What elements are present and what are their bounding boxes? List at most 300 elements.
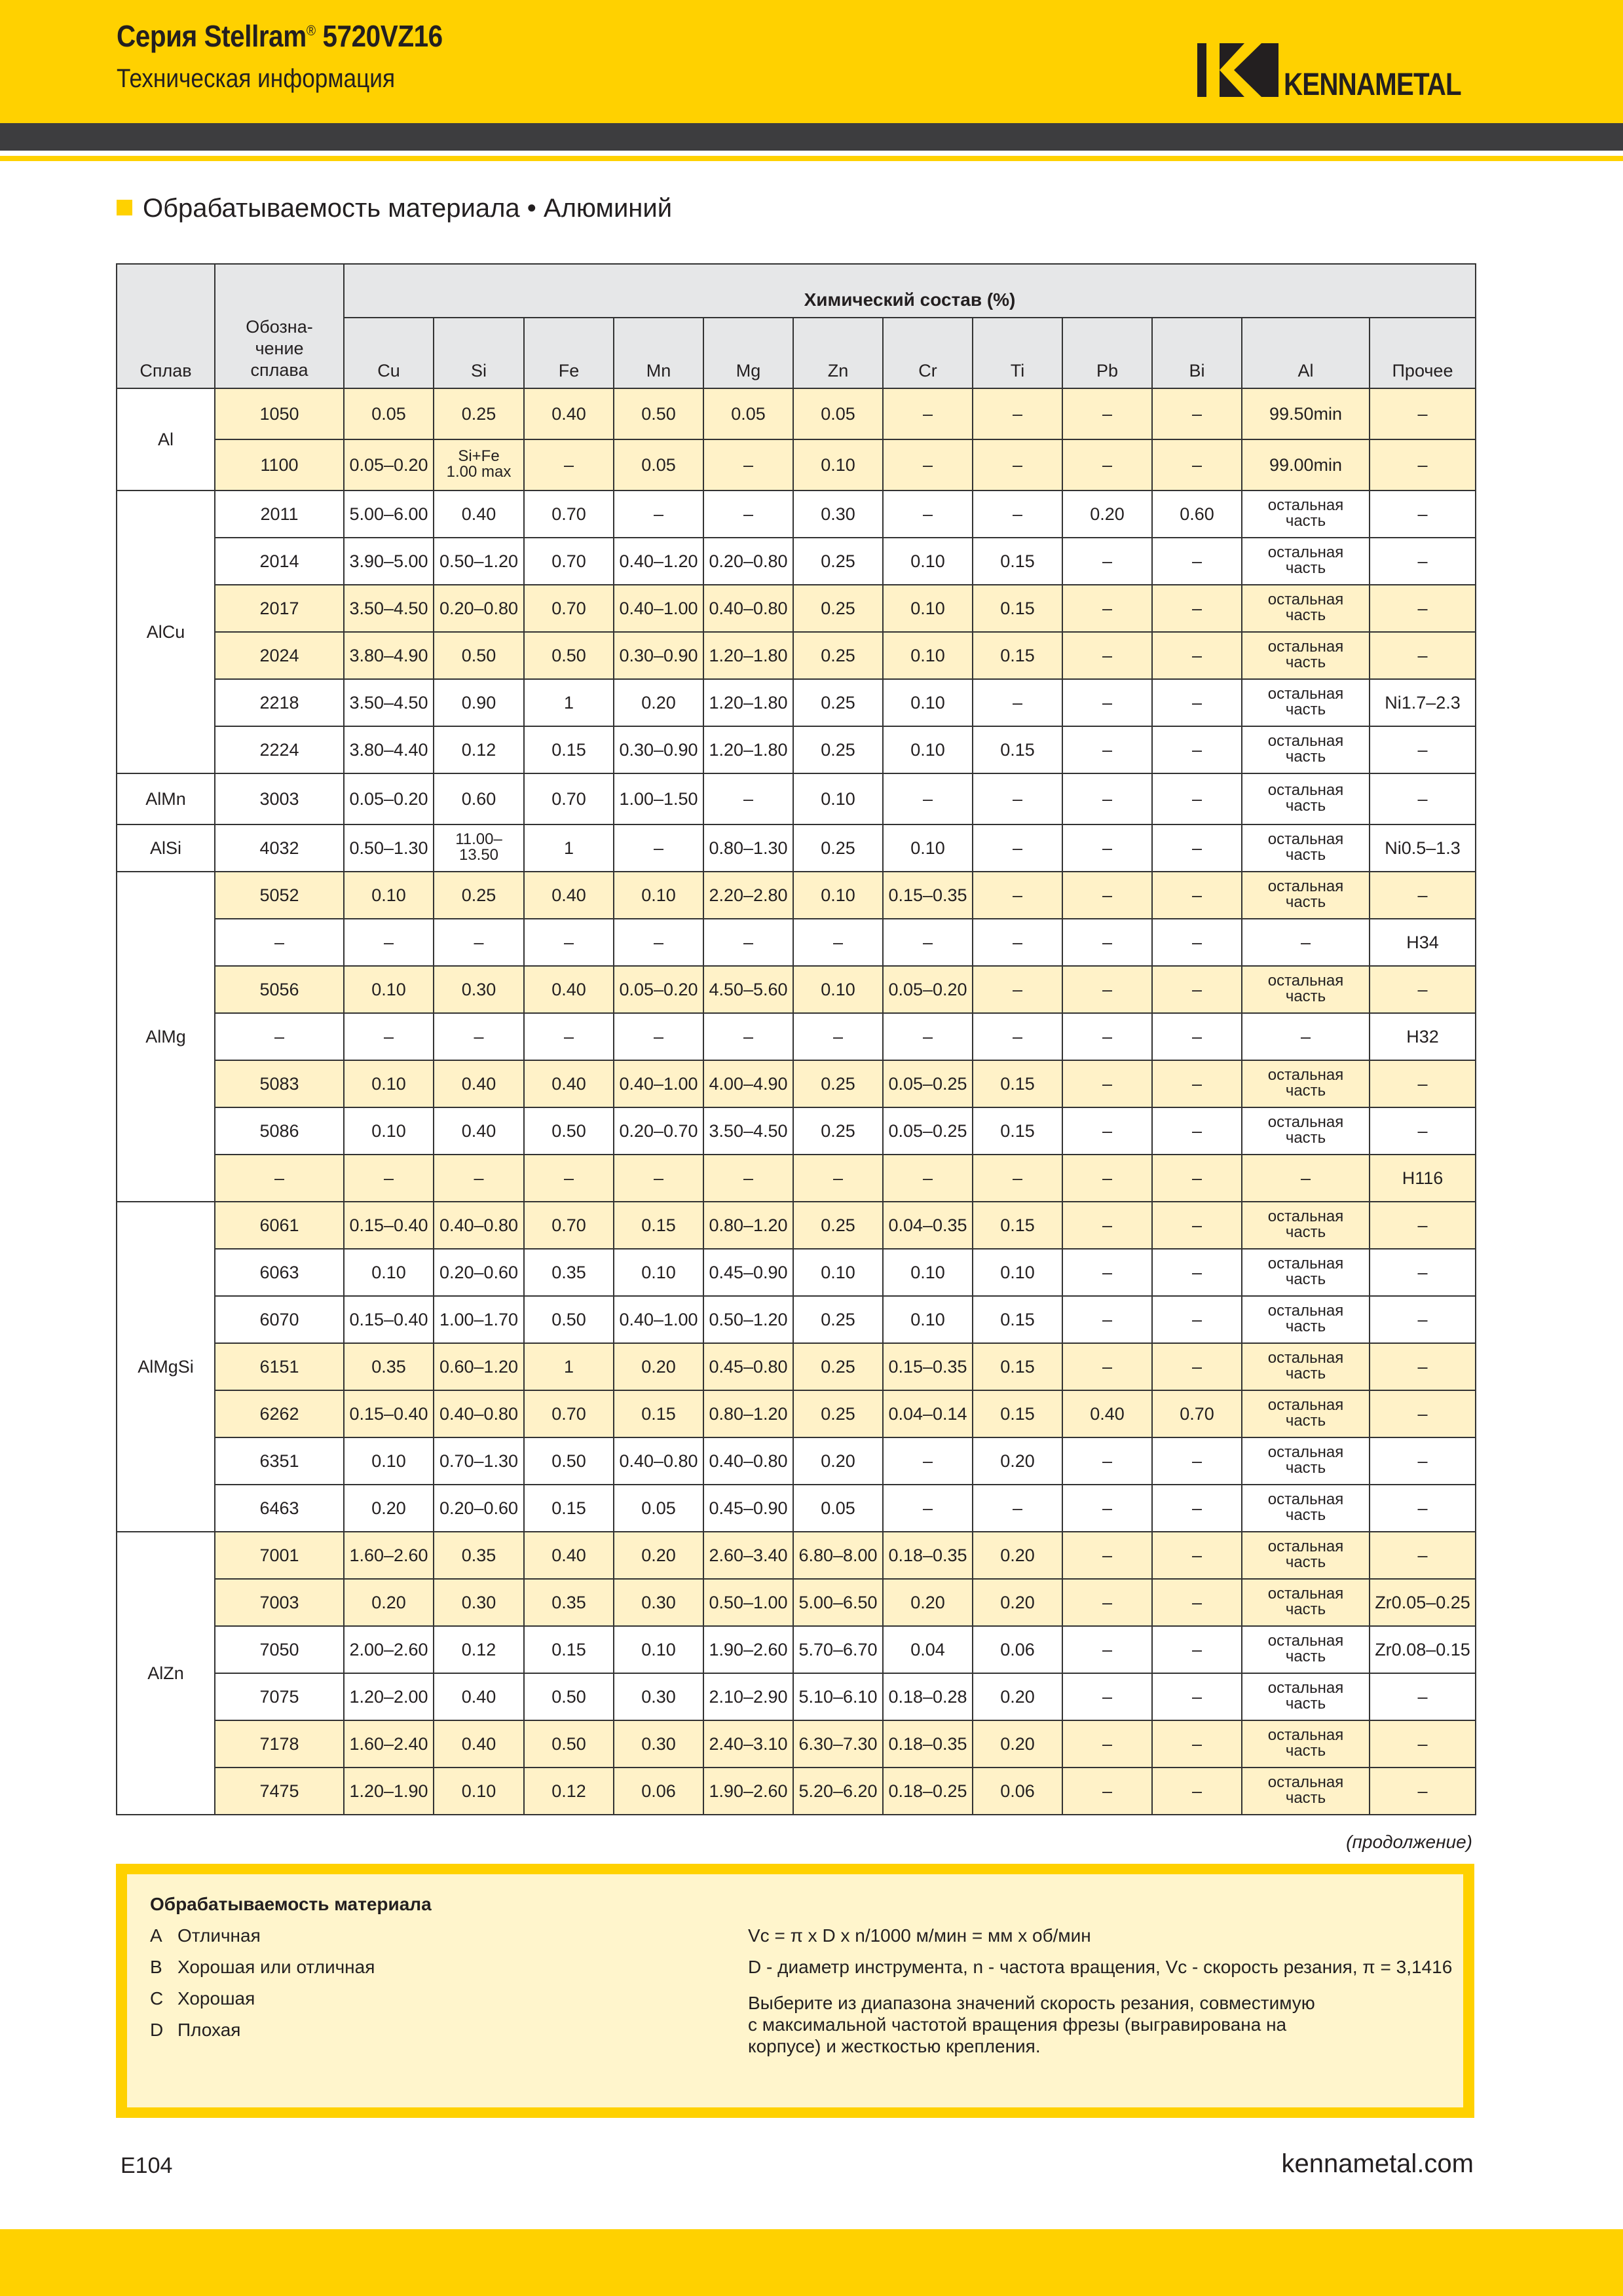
value-cell: –: [883, 773, 973, 824]
value-cell: 0.10: [883, 679, 973, 726]
grade-label: Отличная: [177, 1925, 261, 1946]
value-cell: –: [1152, 1013, 1242, 1060]
value-cell: 0.12: [434, 1626, 524, 1673]
designation-cell: 6463: [215, 1485, 344, 1532]
value-cell: 0.50: [524, 1437, 614, 1485]
value-cell: 99.00min: [1242, 439, 1370, 491]
kennametal-logo: [1197, 43, 1472, 102]
page-footer-band: [0, 2229, 1623, 2296]
value-cell: –: [1062, 1720, 1152, 1768]
designation-cell: 2224: [215, 726, 344, 773]
note-line: с максимальной частотой вращения фрезы (выгравирована на: [748, 2014, 1287, 2035]
designation-cell: 4032: [215, 824, 344, 872]
value-cell: 0.25: [434, 388, 524, 439]
value-cell: –: [973, 872, 1062, 919]
value-cell: 0.30: [614, 1720, 703, 1768]
value-cell: остальная часть: [1242, 632, 1370, 679]
value-cell: –: [1152, 585, 1242, 632]
value-cell: 0.50–1.30: [344, 824, 434, 872]
value-cell: 0.15: [614, 1390, 703, 1437]
value-cell: 0.10: [793, 439, 883, 491]
value-cell: 5.00–6.50: [793, 1579, 883, 1626]
grade-label: Хорошая или отличная: [177, 1957, 375, 1977]
value-cell: –: [1152, 726, 1242, 773]
value-cell: остальная часть: [1242, 1296, 1370, 1343]
value-cell: –: [883, 491, 973, 538]
table-row: [117, 632, 1476, 679]
table-row: [117, 1626, 1476, 1673]
value-cell: –: [1370, 388, 1476, 439]
value-cell: 0.05–0.20: [344, 439, 434, 491]
value-cell: остальная часть: [1242, 1626, 1370, 1673]
col-element: Ti: [973, 318, 1062, 388]
speed-formula: Vc = π x D x n/1000 м/мин = мм x об/мин: [748, 1925, 1091, 1946]
formula-legend: D - диаметр инструмента, n - частота вращения, Vc - скорость резания, π = 3,1416: [748, 1957, 1453, 1977]
value-cell: –: [1370, 966, 1476, 1013]
value-cell: 0.10: [883, 1249, 973, 1296]
value-cell: 0.20: [973, 1720, 1062, 1768]
value-cell: –: [1062, 1532, 1152, 1579]
designation-cell: 5056: [215, 966, 344, 1013]
value-cell: –: [1370, 773, 1476, 824]
value-cell: 0.10: [883, 632, 973, 679]
value-cell: 0.10: [344, 1437, 434, 1485]
value-cell: 0.60–1.20: [434, 1343, 524, 1390]
value-cell: 0.20: [344, 1579, 434, 1626]
value-cell: 1: [524, 824, 614, 872]
value-cell: –: [1062, 1768, 1152, 1815]
value-cell: 0.30: [434, 966, 524, 1013]
machinability-title: Обрабатываемость материала: [150, 1894, 432, 1914]
value-cell: –: [703, 1013, 793, 1060]
value-cell: –: [1370, 1673, 1476, 1720]
value-cell: 0.40: [524, 872, 614, 919]
table-row: [117, 824, 1476, 872]
value-cell: –: [1370, 726, 1476, 773]
designation-cell: 7475: [215, 1768, 344, 1815]
value-cell: 1.20–2.00: [344, 1673, 434, 1720]
value-cell: 0.15–0.35: [883, 1343, 973, 1390]
value-cell: –: [1152, 1673, 1242, 1720]
value-cell: 0.80–1.20: [703, 1390, 793, 1437]
value-cell: –: [1062, 1013, 1152, 1060]
value-cell: –: [703, 491, 793, 538]
value-cell: 0.18–0.25: [883, 1768, 973, 1815]
value-cell: 0.40: [434, 1720, 524, 1768]
value-cell: 0.25: [793, 726, 883, 773]
grade-label: Хорошая: [177, 1988, 255, 2009]
value-cell: 0.05: [793, 388, 883, 439]
value-cell: –: [1152, 1343, 1242, 1390]
value-cell: 0.80–1.30: [703, 824, 793, 872]
value-cell: Zr0.05–0.25: [1370, 1579, 1476, 1626]
value-cell: –: [1242, 1013, 1370, 1060]
designation-cell: 2218: [215, 679, 344, 726]
value-cell: 1.60–2.40: [344, 1720, 434, 1768]
value-cell: –: [1062, 1296, 1152, 1343]
value-cell: 0.50: [524, 1673, 614, 1720]
value-cell: 0.20–0.80: [703, 538, 793, 585]
value-cell: 0.40–1.00: [614, 1060, 703, 1107]
value-cell: остальная часть: [1242, 538, 1370, 585]
value-cell: –: [1062, 824, 1152, 872]
value-cell: остальная часть: [1242, 1107, 1370, 1155]
value-cell: –: [1370, 1249, 1476, 1296]
col-group-chemical: Химический состав (%): [344, 264, 1476, 318]
value-cell: 0.50: [524, 1296, 614, 1343]
table-row: [117, 491, 1476, 538]
value-cell: 0.10: [614, 1249, 703, 1296]
value-cell: –: [1370, 1720, 1476, 1768]
value-cell: 1.90–2.60: [703, 1626, 793, 1673]
value-cell: –: [703, 919, 793, 966]
value-cell: 0.60: [434, 773, 524, 824]
value-cell: –: [1152, 1485, 1242, 1532]
value-cell: 0.15: [973, 726, 1062, 773]
designation-cell: 1050: [215, 388, 344, 439]
value-cell: –: [793, 1013, 883, 1060]
value-cell: остальная часть: [1242, 773, 1370, 824]
value-cell: 3.80–4.90: [344, 632, 434, 679]
value-cell: –: [883, 388, 973, 439]
table-row: [117, 1485, 1476, 1532]
value-cell: –: [1062, 679, 1152, 726]
value-cell: –: [434, 1013, 524, 1060]
value-cell: 0.04–0.35: [883, 1202, 973, 1249]
value-cell: остальная часть: [1242, 824, 1370, 872]
note-line: корпусе) и жесткостью крепления.: [748, 2036, 1041, 2056]
page-number: E104: [121, 2153, 173, 2178]
value-cell: –: [1370, 1532, 1476, 1579]
value-cell: –: [1370, 1296, 1476, 1343]
value-cell: 0.40–1.00: [614, 585, 703, 632]
value-cell: 1: [524, 1343, 614, 1390]
value-cell: 0.10: [883, 1296, 973, 1343]
value-cell: –: [1152, 1437, 1242, 1485]
value-cell: –: [1062, 872, 1152, 919]
value-cell: –: [1062, 1579, 1152, 1626]
value-cell: –: [793, 1155, 883, 1202]
value-cell: 0.04–0.14: [883, 1390, 973, 1437]
value-cell: –: [1370, 872, 1476, 919]
value-cell: –: [973, 773, 1062, 824]
value-cell: –: [973, 1485, 1062, 1532]
table-row: [117, 1343, 1476, 1390]
col-element: Cr: [883, 318, 973, 388]
value-cell: 0.40–0.80: [434, 1202, 524, 1249]
footer-url[interactable]: kennametal.com: [1281, 2149, 1474, 2178]
designation-cell: –: [215, 1013, 344, 1060]
value-cell: 0.04: [883, 1626, 973, 1673]
value-cell: 0.50: [524, 1107, 614, 1155]
value-cell: –: [344, 1013, 434, 1060]
value-cell: 0.15–0.40: [344, 1202, 434, 1249]
value-cell: 1.90–2.60: [703, 1768, 793, 1815]
value-cell: 99.50min: [1242, 388, 1370, 439]
value-cell: 0.15: [524, 1485, 614, 1532]
value-cell: –: [1370, 1060, 1476, 1107]
value-cell: 0.20: [1062, 491, 1152, 538]
grade-item: [150, 1925, 261, 1946]
col-element: Al: [1242, 318, 1370, 388]
table-row: [117, 1296, 1476, 1343]
value-cell: –: [1370, 632, 1476, 679]
value-cell: 0.15: [524, 1626, 614, 1673]
designation-cell: 7003: [215, 1579, 344, 1626]
value-cell: 0.15: [973, 538, 1062, 585]
value-cell: –: [973, 388, 1062, 439]
value-cell: 0.20: [973, 1673, 1062, 1720]
value-cell: –: [1370, 491, 1476, 538]
col-element: Zn: [793, 318, 883, 388]
value-cell: –: [1152, 824, 1242, 872]
value-cell: остальная часть: [1242, 491, 1370, 538]
value-cell: –: [1152, 439, 1242, 491]
value-cell: –: [883, 1437, 973, 1485]
value-cell: 0.15: [973, 1107, 1062, 1155]
grade-item: [150, 1988, 255, 2009]
value-cell: 0.40: [434, 1060, 524, 1107]
value-cell: 0.20: [793, 1437, 883, 1485]
value-cell: 0.20–0.70: [614, 1107, 703, 1155]
value-cell: остальная часть: [1242, 1202, 1370, 1249]
value-cell: 0.35: [344, 1343, 434, 1390]
value-cell: 0.10: [344, 1107, 434, 1155]
table-row: [117, 538, 1476, 585]
table-row: [117, 585, 1476, 632]
value-cell: 0.06: [973, 1768, 1062, 1815]
value-cell: –: [1062, 1249, 1152, 1296]
value-cell: 0.25: [434, 872, 524, 919]
value-cell: 0.20–0.60: [434, 1249, 524, 1296]
table-row: [117, 919, 1476, 966]
value-cell: 0.10: [344, 1249, 434, 1296]
col-element: Mn: [614, 318, 703, 388]
value-cell: 0.10: [344, 872, 434, 919]
value-cell: –: [883, 1013, 973, 1060]
value-cell: –: [344, 1155, 434, 1202]
value-cell: 0.25: [793, 824, 883, 872]
value-cell: 0.50–1.20: [703, 1296, 793, 1343]
value-cell: –: [973, 491, 1062, 538]
value-cell: 0.15–0.40: [344, 1296, 434, 1343]
value-cell: –: [1062, 388, 1152, 439]
value-cell: 0.06: [973, 1626, 1062, 1673]
value-cell: 0.20: [614, 1532, 703, 1579]
value-cell: –: [1152, 1155, 1242, 1202]
value-cell: –: [1370, 585, 1476, 632]
value-cell: 0.10: [614, 1626, 703, 1673]
col-element: Cu: [344, 318, 434, 388]
value-cell: –: [614, 1013, 703, 1060]
grade-key: B: [150, 1957, 162, 1977]
value-cell: 0.15: [973, 1343, 1062, 1390]
value-cell: –: [973, 966, 1062, 1013]
value-cell: 0.70: [524, 585, 614, 632]
value-cell: 0.05–0.25: [883, 1107, 973, 1155]
value-cell: 1.20–1.80: [703, 632, 793, 679]
value-cell: 2.00–2.60: [344, 1626, 434, 1673]
table-row: [117, 1579, 1476, 1626]
table-row: [117, 726, 1476, 773]
value-cell: остальная часть: [1242, 1673, 1370, 1720]
designation-cell: 2014: [215, 538, 344, 585]
value-cell: 0.45–0.90: [703, 1485, 793, 1532]
value-cell: 0.10: [344, 1060, 434, 1107]
designation-cell: 2024: [215, 632, 344, 679]
value-cell: 0.20: [973, 1532, 1062, 1579]
value-cell: 0.30: [434, 1579, 524, 1626]
value-cell: 3.50–4.50: [703, 1107, 793, 1155]
value-cell: 2.40–3.10: [703, 1720, 793, 1768]
table-row: [117, 1060, 1476, 1107]
note-line: Выберите из диапазона значений скорость резания, совместимую: [748, 1993, 1315, 2013]
designation-cell: 6151: [215, 1343, 344, 1390]
value-cell: –: [973, 679, 1062, 726]
value-cell: –: [524, 439, 614, 491]
col-element: Прочее: [1370, 318, 1476, 388]
col-element: Si: [434, 318, 524, 388]
value-cell: 0.25: [793, 679, 883, 726]
value-cell: –: [1370, 1390, 1476, 1437]
value-cell: 0.30: [614, 1673, 703, 1720]
value-cell: 0.10: [883, 726, 973, 773]
value-cell: Ni1.7–2.3: [1370, 679, 1476, 726]
value-cell: 1.60–2.60: [344, 1532, 434, 1579]
value-cell: остальная часть: [1242, 1485, 1370, 1532]
value-cell: 0.70–1.30: [434, 1437, 524, 1485]
table-row: [117, 439, 1476, 491]
designation-cell: 6070: [215, 1296, 344, 1343]
value-cell: 0.30–0.90: [614, 632, 703, 679]
value-cell: –: [1370, 1202, 1476, 1249]
value-cell: –: [1242, 1155, 1370, 1202]
value-cell: остальная часть: [1242, 872, 1370, 919]
value-cell: 0.10: [973, 1249, 1062, 1296]
value-cell: –: [1152, 388, 1242, 439]
grade-key: A: [150, 1925, 162, 1946]
value-cell: 0.18–0.28: [883, 1673, 973, 1720]
value-cell: –: [1152, 966, 1242, 1013]
designation-cell: 7178: [215, 1720, 344, 1768]
value-cell: 0.12: [524, 1768, 614, 1815]
value-cell: 0.35: [524, 1579, 614, 1626]
value-cell: 1.20–1.80: [703, 726, 793, 773]
value-cell: 0.40–0.80: [703, 585, 793, 632]
value-cell: H116: [1370, 1155, 1476, 1202]
value-cell: 0.20: [973, 1437, 1062, 1485]
alloy-cell: Al: [117, 388, 215, 491]
value-cell: –: [614, 491, 703, 538]
value-cell: 0.18–0.35: [883, 1720, 973, 1768]
value-cell: остальная часть: [1242, 1768, 1370, 1815]
value-cell: –: [973, 439, 1062, 491]
value-cell: 5.70–6.70: [793, 1626, 883, 1673]
designation-cell: –: [215, 919, 344, 966]
value-cell: остальная часть: [1242, 1249, 1370, 1296]
designation-cell: 1100: [215, 439, 344, 491]
value-cell: –: [1152, 679, 1242, 726]
value-cell: –: [1062, 1485, 1152, 1532]
value-cell: 0.20–0.80: [434, 585, 524, 632]
value-cell: –: [703, 773, 793, 824]
alloy-cell: AlMn: [117, 773, 215, 824]
value-cell: 0.25: [793, 1390, 883, 1437]
value-cell: 3.50–4.50: [344, 679, 434, 726]
value-cell: 3.50–4.50: [344, 585, 434, 632]
col-element: Pb: [1062, 318, 1152, 388]
table-row: [117, 773, 1476, 824]
value-cell: –: [1370, 439, 1476, 491]
value-cell: –: [614, 824, 703, 872]
designation-cell: 5052: [215, 872, 344, 919]
value-cell: остальная часть: [1242, 726, 1370, 773]
value-cell: 0.35: [524, 1249, 614, 1296]
col-element: Bi: [1152, 318, 1242, 388]
value-cell: 0.40: [524, 966, 614, 1013]
value-cell: 0.40–0.80: [703, 1437, 793, 1485]
value-cell: 5.20–6.20: [793, 1768, 883, 1815]
value-cell: –: [1152, 538, 1242, 585]
value-cell: 0.50–1.20: [434, 538, 524, 585]
value-cell: 0.60: [1152, 491, 1242, 538]
value-cell: 0.50: [524, 1720, 614, 1768]
value-cell: Ni0.5–1.3: [1370, 824, 1476, 872]
logo-wordmark: KENNAMETAL: [1284, 67, 1461, 102]
value-cell: –: [793, 919, 883, 966]
value-cell: Si+Fe 1.00 max: [434, 439, 524, 491]
value-cell: 0.06: [614, 1768, 703, 1815]
value-cell: –: [973, 1013, 1062, 1060]
value-cell: H34: [1370, 919, 1476, 966]
value-cell: –: [973, 1155, 1062, 1202]
value-cell: 0.30–0.90: [614, 726, 703, 773]
value-cell: 0.40–0.80: [434, 1390, 524, 1437]
value-cell: –: [1062, 1202, 1152, 1249]
table-row: [117, 1202, 1476, 1249]
designation-cell: 2011: [215, 491, 344, 538]
value-cell: –: [1062, 1155, 1152, 1202]
value-cell: –: [1062, 1437, 1152, 1485]
value-cell: –: [614, 919, 703, 966]
value-cell: 0.05–0.20: [344, 773, 434, 824]
alloy-cell: AlCu: [117, 491, 215, 773]
value-cell: –: [1370, 538, 1476, 585]
value-cell: –: [614, 1155, 703, 1202]
value-cell: –: [883, 439, 973, 491]
value-cell: –: [1062, 1673, 1152, 1720]
value-cell: –: [1062, 632, 1152, 679]
value-cell: –: [1152, 1202, 1242, 1249]
value-cell: 0.15–0.35: [883, 872, 973, 919]
value-cell: –: [1152, 1060, 1242, 1107]
value-cell: 0.10: [793, 773, 883, 824]
designation-cell: 7050: [215, 1626, 344, 1673]
value-cell: –: [1370, 1485, 1476, 1532]
grade-item: [150, 1957, 375, 1978]
value-cell: 0.45–0.80: [703, 1343, 793, 1390]
value-cell: –: [1370, 1343, 1476, 1390]
value-cell: –: [1152, 1107, 1242, 1155]
value-cell: –: [1062, 919, 1152, 966]
table-row: [117, 1013, 1476, 1060]
value-cell: –: [524, 1155, 614, 1202]
designation-cell: 6063: [215, 1249, 344, 1296]
table-row: [117, 1155, 1476, 1202]
table-row: [117, 1720, 1476, 1768]
value-cell: 0.15: [524, 726, 614, 773]
value-cell: –: [1062, 1060, 1152, 1107]
